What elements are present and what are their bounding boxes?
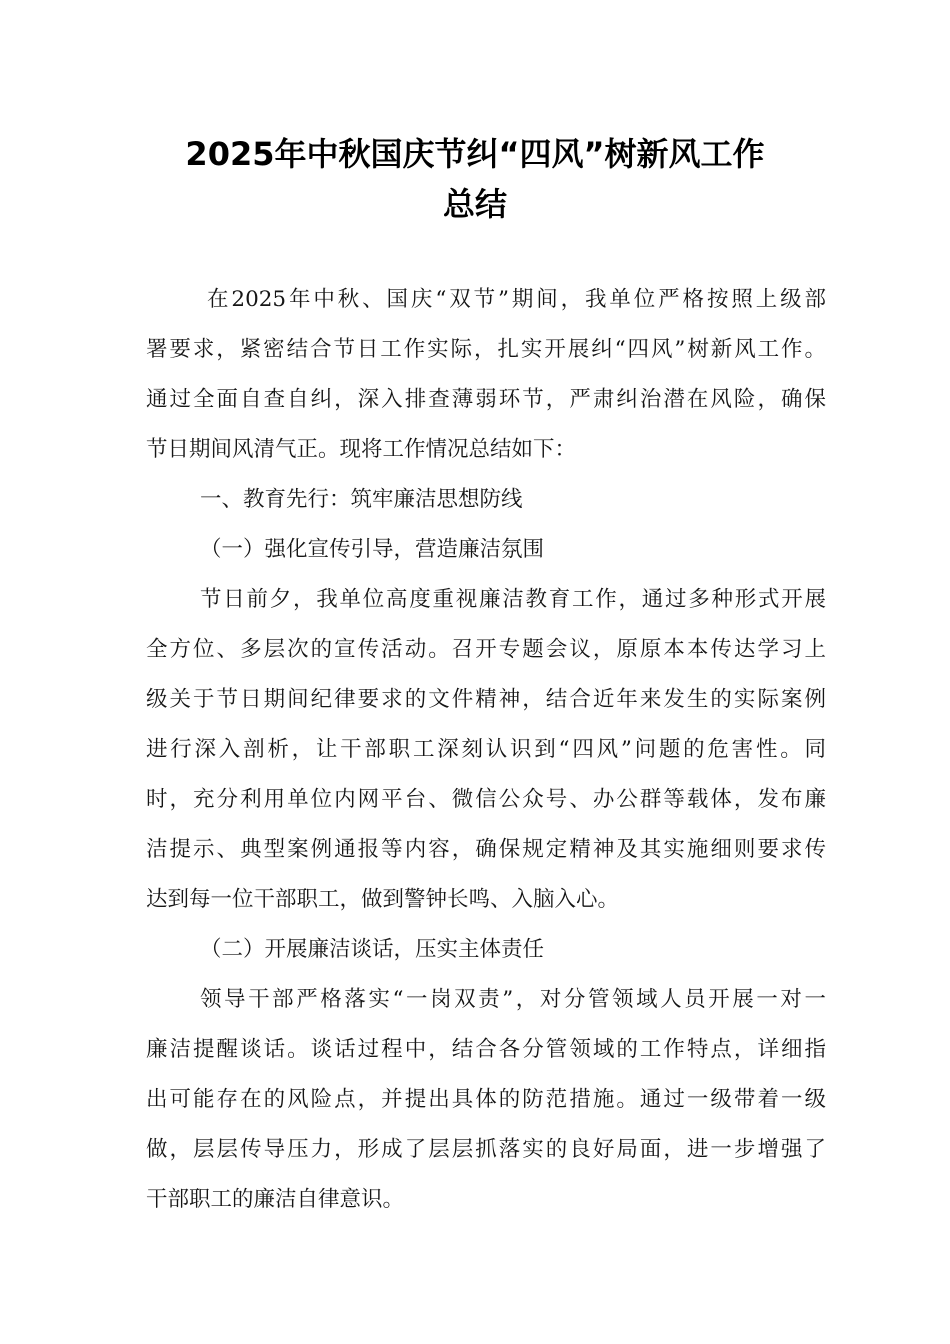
subsection-1-heading: （一）强化宣传引导，营造廉洁氛围 [200,537,545,562]
sub1-line-2: 全方位、多层次的宣传活动。召开专题会议，原原本本传达学习上 [146,637,826,662]
document-title-line-2: 总结 [442,185,507,223]
sub2-line-4: 做，层层传导压力，形成了层层抓落实的良好局面，进一步增强了 [146,1137,826,1162]
sub1-line-6: 洁提示、典型案例通报等内容，确保规定精神及其实施细则要求传 [146,837,826,862]
sub2-line-5: 干部职工的廉洁自律意识。 [146,1187,405,1212]
sub2-line-3: 出可能存在的风险点，并提出具体的防范措施。通过一级带着一级 [146,1087,826,1112]
sub1-line-1: 节日前夕，我单位高度重视廉洁教育工作，通过多种形式开展 [200,587,826,612]
sub2-line-2: 廉洁提醒谈话。谈话过程中，结合各分管领域的工作特点，详细指 [146,1037,826,1062]
document-title-line-1: 2025年中秋国庆节纠“四风”树新风工作 [185,135,765,173]
sub2-line-1: 领导干部严格落实“一岗双责”，对分管领域人员开展一对一 [200,987,826,1012]
intro-line-4: 节日期间风清气正。现将工作情况总结如下： [146,437,577,462]
intro-line-2: 署要求，紧密结合节日工作实际，扎实开展纠“四风”树新风工作。 [146,337,826,362]
sub1-line-3: 级关于节日期间纪律要求的文件精神，结合近年来发生的实际案例 [146,687,826,712]
sub1-line-4: 进行深入剖析，让干部职工深刻认识到“四风”问题的危害性。同 [146,737,826,762]
sub1-line-5: 时，充分利用单位内网平台、微信公众号、办公群等载体，发布廉 [146,787,826,812]
section-1-heading: 一、教育先行：筑牢廉洁思想防线 [200,487,523,512]
intro-line-3: 通过全面自查自纠，深入排查薄弱环节，严肃纠治潜在风险，确保 [146,387,826,412]
subsection-2-heading: （二）开展廉洁谈话，压实主体责任 [200,937,545,962]
sub1-line-7: 达到每一位干部职工，做到警钟长鸣、入脑入心。 [146,887,620,912]
intro-line-1: 在2025年中秋、国庆“双节”期间，我单位严格按照上级部 [207,287,826,312]
